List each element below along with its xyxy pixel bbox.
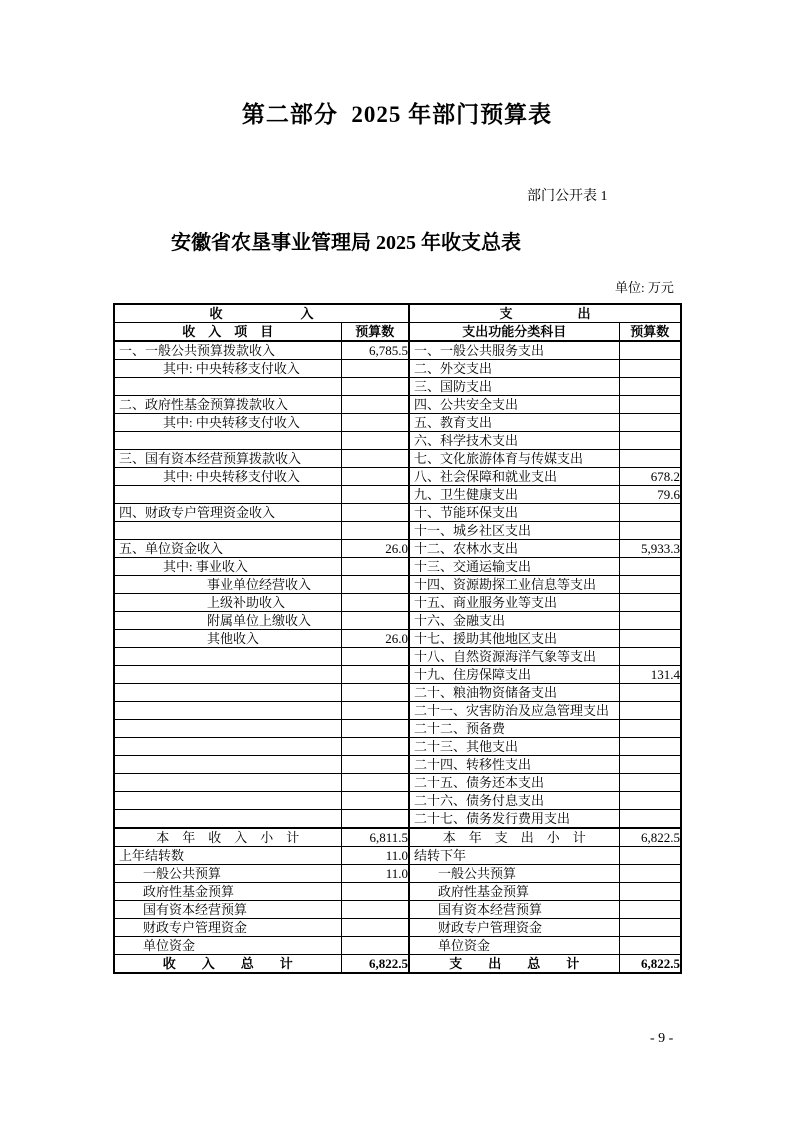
income-item-column-header: 收 入 项 目: [114, 323, 341, 342]
income-item-cell: 上级补助收入: [114, 594, 341, 612]
column-header-row: [114, 323, 681, 342]
income-item-cell: 政府性基金预算: [114, 883, 341, 901]
expense-budget-cell: [619, 378, 681, 396]
expense-budget-cell: [619, 937, 681, 955]
table-row: [114, 468, 681, 486]
expense-item-cell: 二十七、债务发行费用支出: [409, 810, 619, 829]
income-item-cell: 财政专户管理资金: [114, 919, 341, 937]
income-item-cell: 其中: 中央转移支付收入: [114, 414, 341, 432]
expense-budget-cell: [619, 901, 681, 919]
income-budget-cell: [341, 720, 409, 738]
expense-budget-cell: 79.6: [619, 486, 681, 504]
income-budget-cell: 6,785.5: [341, 341, 409, 360]
table-row: [114, 414, 681, 432]
expense-item-cell: 七、文化旅游体育与传媒支出: [409, 450, 619, 468]
expense-item-cell: 二十五、债务还本支出: [409, 774, 619, 792]
expense-budget-cell: [619, 883, 681, 901]
expense-budget-cell: [619, 576, 681, 594]
expense-item-cell: 十二、农林水支出: [409, 540, 619, 558]
income-item-cell: [114, 702, 341, 720]
income-budget-cell: [341, 648, 409, 666]
table-row: [114, 341, 681, 360]
income-budget-cell: [341, 612, 409, 630]
income-item-cell: [114, 756, 341, 774]
expense-item-cell: 八、社会保障和就业支出: [409, 468, 619, 486]
income-budget-cell: [341, 414, 409, 432]
income-budget-cell: [341, 558, 409, 576]
income-budget-cell: [341, 594, 409, 612]
expense-budget-cell: [619, 847, 681, 865]
income-budget-cell: [341, 937, 409, 955]
table-row: [114, 792, 681, 810]
expense-item-cell: 十一、城乡社区支出: [409, 522, 619, 540]
expense-item-cell: 二十三、其他支出: [409, 738, 619, 756]
expense-item-cell: 二十一、灾害防治及应急管理支出: [409, 702, 619, 720]
table-row: [114, 360, 681, 378]
expense-budget-cell: 6,822.5: [619, 955, 681, 974]
expense-item-cell: 结转下年: [409, 847, 619, 865]
income-item-cell: [114, 432, 341, 450]
expense-budget-cell: [619, 504, 681, 522]
table-row: [114, 901, 681, 919]
expense-budget-cell: [619, 594, 681, 612]
table-row: [114, 378, 681, 396]
table-row: [114, 810, 681, 829]
income-item-cell: 一、一般公共预算拨款收入: [114, 341, 341, 360]
income-budget-cell: [341, 919, 409, 937]
expense-item-cell: 十八、自然资源海洋气象等支出: [409, 648, 619, 666]
expense-budget-cell: [619, 865, 681, 883]
expense-item-cell: 二十、粮油物资储备支出: [409, 684, 619, 702]
expense-budget-cell: [619, 341, 681, 360]
expense-budget-cell: [619, 558, 681, 576]
table-row: [114, 774, 681, 792]
income-item-cell: [114, 720, 341, 738]
expense-item-cell: 二十六、债务付息支出: [409, 792, 619, 810]
public-table-label: 部门公开表 1: [527, 189, 608, 204]
income-budget-cell: [341, 522, 409, 540]
table-row: [114, 756, 681, 774]
expense-section-header: 支 出: [409, 304, 681, 323]
income-item-cell: 二、政府性基金预算拨款收入: [114, 396, 341, 414]
table-row: [114, 828, 681, 847]
income-item-cell: 收 入 总 计: [114, 955, 341, 974]
table-row: [114, 450, 681, 468]
income-budget-cell: [341, 504, 409, 522]
income-item-cell: [114, 666, 341, 684]
income-budget-cell: [341, 684, 409, 702]
expense-budget-cell: [619, 720, 681, 738]
income-budget-cell: [341, 432, 409, 450]
expense-item-cell: 一般公共预算: [409, 865, 619, 883]
expense-budget-cell: [619, 396, 681, 414]
income-item-cell: [114, 774, 341, 792]
income-budget-cell: [341, 486, 409, 504]
income-budget-cell: [341, 792, 409, 810]
income-budget-cell: [341, 756, 409, 774]
table-row: [114, 594, 681, 612]
table-row: [114, 847, 681, 865]
income-budget-cell: [341, 450, 409, 468]
expense-item-cell: 二、外交支出: [409, 360, 619, 378]
income-item-cell: [114, 738, 341, 756]
table-row: [114, 666, 681, 684]
income-budget-cell: 6,822.5: [341, 955, 409, 974]
income-budget-cell: 11.0: [341, 865, 409, 883]
income-item-cell: 附属单位上缴收入: [114, 612, 341, 630]
income-budget-cell: [341, 378, 409, 396]
expense-item-cell: 十五、商业服务业等支出: [409, 594, 619, 612]
expense-item-cell: 十三、交通运输支出: [409, 558, 619, 576]
income-budget-cell: [341, 468, 409, 486]
table-row: [114, 576, 681, 594]
income-item-cell: [114, 486, 341, 504]
income-item-cell: [114, 810, 341, 829]
expense-budget-cell: [619, 612, 681, 630]
expense-item-cell: 九、卫生健康支出: [409, 486, 619, 504]
expense-item-cell: 单位资金: [409, 937, 619, 955]
income-budget-cell: 26.0: [341, 540, 409, 558]
expense-budget-cell: 131.4: [619, 666, 681, 684]
expense-item-cell: 一、一般公共服务支出: [409, 341, 619, 360]
income-budget-cell: [341, 774, 409, 792]
budget-table-body: [114, 341, 681, 973]
table-row: [114, 522, 681, 540]
income-item-cell: 事业单位经营收入: [114, 576, 341, 594]
income-item-cell: 三、国有资本经营预算拨款收入: [114, 450, 341, 468]
expense-item-cell: 政府性基金预算: [409, 883, 619, 901]
income-budget-cell: 26.0: [341, 630, 409, 648]
table-row: [114, 684, 681, 702]
income-budget-cell: 6,811.5: [341, 828, 409, 847]
income-item-cell: [114, 522, 341, 540]
table-row: [114, 720, 681, 738]
expense-item-cell: 二十四、转移性支出: [409, 756, 619, 774]
expense-budget-cell: 6,822.5: [619, 828, 681, 847]
income-item-cell: 单位资金: [114, 937, 341, 955]
expense-budget-cell: [619, 702, 681, 720]
unit-note: 单位: 万元: [615, 280, 674, 295]
table-row: [114, 955, 681, 974]
table-row: [114, 738, 681, 756]
income-item-cell: 五、单位资金收入: [114, 540, 341, 558]
expense-budget-cell: [619, 522, 681, 540]
income-item-cell: [114, 648, 341, 666]
table-row: [114, 540, 681, 558]
income-budget-column-header: 预算数: [341, 323, 409, 342]
income-item-cell: 其中: 事业收入: [114, 558, 341, 576]
income-budget-cell: [341, 576, 409, 594]
income-item-cell: 其中: 中央转移支付收入: [114, 360, 341, 378]
section-header-row: [114, 304, 681, 323]
expense-budget-cell: [619, 919, 681, 937]
income-item-cell: [114, 378, 341, 396]
expense-item-cell: 十四、资源勘探工业信息等支出: [409, 576, 619, 594]
income-budget-cell: [341, 738, 409, 756]
table-row: [114, 919, 681, 937]
income-item-cell: 国有资本经营预算: [114, 901, 341, 919]
expense-budget-cell: [619, 414, 681, 432]
expense-item-cell: 六、科学技术支出: [409, 432, 619, 450]
expense-budget-cell: 5,933.3: [619, 540, 681, 558]
expense-item-cell: 十九、住房保障支出: [409, 666, 619, 684]
income-budget-cell: [341, 360, 409, 378]
expense-item-column-header: 支出功能分类科目: [409, 323, 619, 342]
expense-budget-cell: [619, 360, 681, 378]
income-item-cell: 其他收入: [114, 630, 341, 648]
income-budget-cell: [341, 901, 409, 919]
expense-budget-cell: [619, 792, 681, 810]
table-row: [114, 396, 681, 414]
income-budget-cell: [341, 396, 409, 414]
income-item-cell: [114, 792, 341, 810]
table-row: [114, 486, 681, 504]
table-row: [114, 865, 681, 883]
income-budget-cell: [341, 810, 409, 829]
budget-table: [113, 303, 682, 974]
income-item-cell: 四、财政专户管理资金收入: [114, 504, 341, 522]
expense-item-cell: 财政专户管理资金: [409, 919, 619, 937]
expense-budget-cell: [619, 432, 681, 450]
expense-budget-column-header: 预算数: [619, 323, 681, 342]
expense-item-cell: 十、节能环保支出: [409, 504, 619, 522]
expense-budget-cell: [619, 630, 681, 648]
table-row: [114, 630, 681, 648]
table-row: [114, 937, 681, 955]
part-title: 第二部分 2025 年部门预算表: [241, 102, 553, 127]
expense-item-cell: 三、国防支出: [409, 378, 619, 396]
expense-item-cell: 二十二、预备费: [409, 720, 619, 738]
income-section-header: 收 入: [114, 304, 409, 323]
expense-budget-cell: [619, 738, 681, 756]
table-row: [114, 883, 681, 901]
expense-budget-cell: [619, 756, 681, 774]
expense-item-cell: 支 出 总 计: [409, 955, 619, 974]
expense-budget-cell: 678.2: [619, 468, 681, 486]
income-item-cell: 本 年 收 入 小 计: [114, 828, 341, 847]
table-row: [114, 612, 681, 630]
expense-item-cell: 四、公共安全支出: [409, 396, 619, 414]
expense-item-cell: 十六、金融支出: [409, 612, 619, 630]
table-title: 安徽省农垦事业管理局 2025 年收支总表: [171, 232, 521, 254]
expense-budget-cell: [619, 810, 681, 829]
income-item-cell: [114, 684, 341, 702]
income-budget-cell: [341, 883, 409, 901]
expense-item-cell: 本 年 支 出 小 计: [409, 828, 619, 847]
expense-item-cell: 国有资本经营预算: [409, 901, 619, 919]
expense-budget-cell: [619, 450, 681, 468]
page-number: - 9 -: [650, 1031, 674, 1046]
income-item-cell: 其中: 中央转移支付收入: [114, 468, 341, 486]
expense-budget-cell: [619, 774, 681, 792]
expense-budget-cell: [619, 648, 681, 666]
expense-budget-cell: [619, 684, 681, 702]
income-item-cell: 一般公共预算: [114, 865, 341, 883]
table-row: [114, 504, 681, 522]
income-budget-cell: 11.0: [341, 847, 409, 865]
income-item-cell: 上年结转数: [114, 847, 341, 865]
table-row: [114, 702, 681, 720]
table-row: [114, 648, 681, 666]
expense-item-cell: 五、教育支出: [409, 414, 619, 432]
expense-item-cell: 十七、援助其他地区支出: [409, 630, 619, 648]
income-budget-cell: [341, 666, 409, 684]
income-budget-cell: [341, 702, 409, 720]
table-row: [114, 432, 681, 450]
table-row: [114, 558, 681, 576]
